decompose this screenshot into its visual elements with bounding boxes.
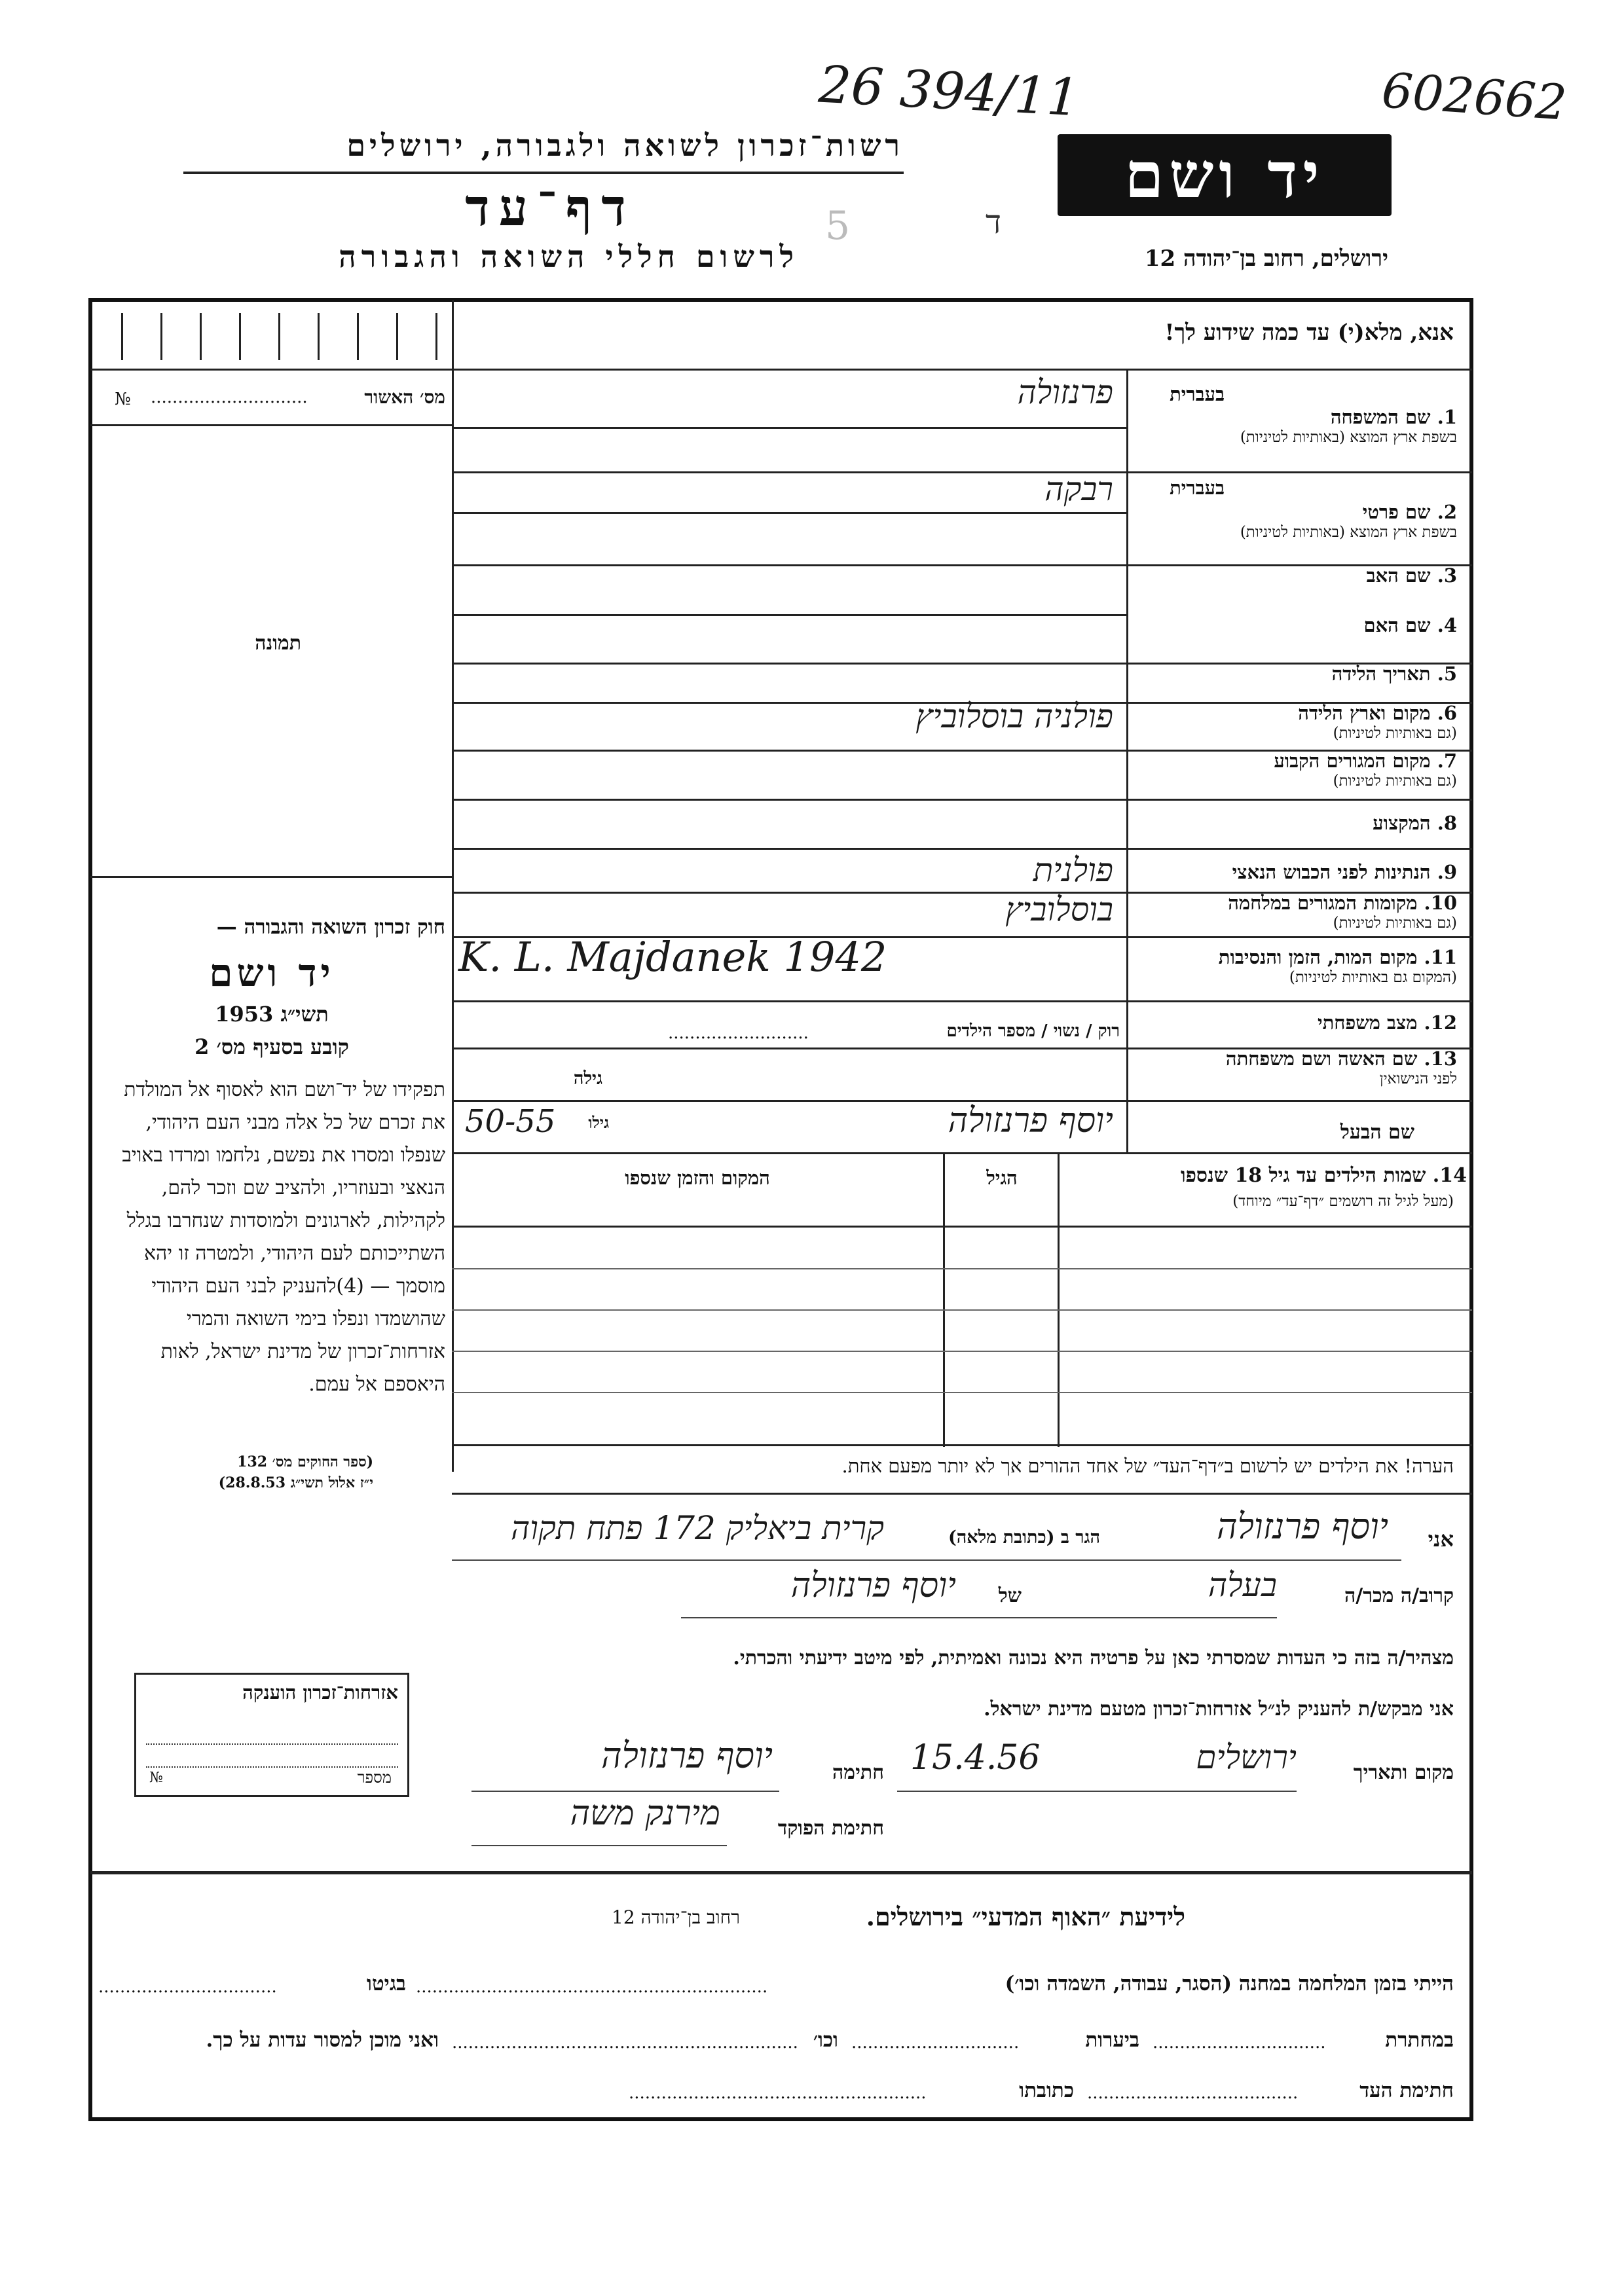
- children-age-header: הגיל: [986, 1167, 1018, 1189]
- citizenship-line: [146, 1717, 398, 1745]
- approval-dots: .............................: [151, 388, 308, 407]
- field-label-7: [1133, 750, 1457, 790]
- field-label-name: שם המשפחה: [1330, 406, 1431, 428]
- approval-number-label: מס׳ האשור: [364, 386, 445, 408]
- field-label-name: מקום וארץ הלידה: [1298, 702, 1431, 724]
- hebrew-label: בעברית: [1170, 477, 1225, 499]
- footer-title: לידיעת ״האוף המדעי״ בירושלים.: [866, 1902, 1185, 1931]
- husband-name-value: יוסף פרנזולה: [948, 1101, 1113, 1140]
- field-number: 9.: [1437, 861, 1457, 883]
- field-label-text: [1133, 750, 1457, 773]
- approval-number-boxes: [101, 313, 449, 360]
- children-title: שמות הילדים עד גיל 18 שנספו: [1180, 1164, 1426, 1187]
- field-label-name: שם האב: [1366, 564, 1431, 587]
- field-row-rule: [452, 1000, 1472, 1002]
- wife-age-label: גילה: [573, 1068, 602, 1089]
- hebrew-label: בעברית: [1170, 383, 1225, 405]
- approval-rule: [90, 424, 452, 426]
- field-number: 11.: [1424, 946, 1457, 968]
- field-label-name: מצב משפחתי: [1318, 1011, 1418, 1034]
- field-row-rule: [452, 512, 1126, 514]
- law-year: תשי״ג 1953: [215, 1002, 329, 1027]
- husband-label: שם הבעל: [1340, 1121, 1414, 1144]
- relation-value: בעלה: [1208, 1566, 1277, 1604]
- field-value-11: K. L. Majdanek 1942: [458, 933, 887, 981]
- citizenship-line-2: [146, 1747, 398, 1768]
- faint-stamp-digit: 5: [825, 203, 851, 249]
- label-column-divider: [1126, 369, 1128, 1154]
- footer-address-dots: .......................................................: [629, 2083, 927, 2103]
- child-row-3: [452, 1351, 1472, 1352]
- citizenship-box: [134, 1673, 409, 1797]
- field-sublabel: (גם באותיות לטיניות): [1333, 773, 1457, 790]
- footer-ready-statement: ואני מוכן למסור עדות על כך.: [206, 2028, 439, 2052]
- field-label-name: המקצוע: [1373, 812, 1431, 834]
- field-label-text: [1133, 1011, 1457, 1034]
- footer-forests-label: ביערות: [1085, 2028, 1139, 2052]
- citizenship-request: אני מבקש/ת להעניק לנ״ל אזרחות־זכרון מטעם מדינת ישראל.: [984, 1698, 1454, 1721]
- field-sublabel: (המקום גם באותיות לטיניות): [1289, 969, 1457, 986]
- field-label-text: [1133, 406, 1457, 429]
- field-label-name: שם פרטי: [1362, 501, 1431, 523]
- field-label-text: [1133, 702, 1457, 725]
- field-sublabel: בשפת ארץ המוצא (באותיות לטיניות): [1240, 524, 1457, 541]
- subject-name: יוסף פרנזולה: [790, 1566, 956, 1605]
- place-value: ירושלים: [1196, 1738, 1297, 1776]
- field-label-text: [1133, 812, 1457, 835]
- stamp-letter: ד: [986, 203, 1002, 241]
- photo-rule: [90, 876, 452, 878]
- yad-vashem-logo: יד ושם: [1058, 134, 1392, 216]
- husband-age-value: 50-55: [465, 1103, 556, 1140]
- field-label-text: [1133, 946, 1457, 969]
- field-label-text: [1133, 663, 1457, 685]
- footer-camp-dots: .................................................................: [416, 1977, 768, 1997]
- child-row-4: [452, 1392, 1472, 1393]
- field-number: 3.: [1437, 564, 1457, 587]
- citizenship-no-mark: №: [149, 1770, 163, 1786]
- children-sublabel: (מעל לגיל זה רושמים ״דף־עד״ מיוחד): [1232, 1193, 1454, 1210]
- field-label-4: [1133, 614, 1457, 637]
- law-source-2: י״ז אלול תשי״ג 28.8.53): [218, 1474, 373, 1491]
- footer-underground-dots: ................................: [1153, 2033, 1326, 2052]
- field-number: 12.: [1424, 1011, 1457, 1034]
- note-rule: [452, 1493, 1472, 1495]
- form-subtitle: לרשום חללי השואה והגבורה: [339, 239, 799, 274]
- field-label-text: [1133, 501, 1457, 524]
- law-source-1: (ספר החוקים מס׳ 132: [237, 1453, 373, 1470]
- field-sublabel: לפני הנישואין: [1379, 1070, 1457, 1087]
- children-bottom-rule: [452, 1444, 1472, 1446]
- footer-etc-label: וכו׳: [813, 2028, 838, 2052]
- field-row-rule: [452, 848, 1472, 850]
- field-label-11: [1133, 946, 1457, 986]
- field-number: 6.: [1437, 702, 1457, 724]
- field-label-2: [1133, 501, 1457, 541]
- relation-label: קרוב/ה מכר/ה: [1344, 1584, 1454, 1607]
- field-value-6: פולניה בוסלוביץ: [915, 697, 1113, 735]
- footer-ghetto-label: בגיטו: [367, 1972, 406, 1995]
- footer-ghetto-dots: .................................: [98, 1977, 277, 1997]
- photo-label: תמונה: [255, 632, 301, 655]
- handwritten-document-number: 602662: [1380, 62, 1569, 132]
- field-label-text: [1133, 861, 1457, 884]
- child-row-2: [452, 1309, 1472, 1311]
- field-label-12: [1133, 1011, 1457, 1034]
- address-label: הגר ב (כתובת מלאה): [948, 1527, 1100, 1548]
- footer-etc-dots: ................................................................: [452, 2033, 798, 2052]
- law-text: תפקידו של יד־ושם הוא לאסוף אל המולדת את זכרם של כל אלה מבני העם היהודי, שנפלו ומסרו את נפשם, נלחמו ומרדו באויב הנאצי ובעוזריו, ולהציב שם וזכר להם, לקהילות, לארגונים ולמוסדות שנחרבו בגלל השתייכותם לעם היהודי, ולמטרה זו יהא מוסמך — (4)להעניק לבני העם היהודי שהושמדו ונפלו בימי השואה והמרי אזרחות־זכרון של מדינת ישראל, לאות היאספם אל עמם.: [122, 1078, 445, 1396]
- field-row-rule: [452, 427, 1126, 429]
- field-row-rule: [452, 799, 1472, 801]
- footer-forests-dots: ...............................: [851, 2033, 1020, 2052]
- place-date-line: [897, 1791, 1297, 1792]
- field-number: 13.: [1424, 1048, 1457, 1070]
- law-title: חוק זכרון השואה והגבורה —: [216, 915, 445, 939]
- field-number: 8.: [1437, 812, 1457, 834]
- address-line: [452, 1559, 1401, 1561]
- authority-name: רשות־זכרון לשואה ולגבורה, ירושלים: [346, 128, 904, 163]
- field-number: 4.: [1437, 614, 1457, 636]
- field-number: 2.: [1437, 501, 1457, 523]
- citizenship-number-label: מספר: [357, 1768, 392, 1787]
- field-number: 5.: [1437, 663, 1457, 685]
- footer-witness-dots: .......................................: [1087, 2083, 1299, 2103]
- header-rule: [183, 172, 904, 174]
- officer-line: [471, 1845, 727, 1846]
- footer-witness-signature-label: חתימת העד: [1359, 2079, 1454, 2102]
- citizenship-title: אזרחות־זכרון הוענקה: [242, 1681, 398, 1704]
- footer-rule: [90, 1871, 1472, 1874]
- children-top-rule: [452, 1152, 1472, 1154]
- field-value-9: פולנית: [1033, 851, 1113, 889]
- children-col-name-divider: [1058, 1152, 1060, 1447]
- field-value-10: בוסלוביץ: [1005, 890, 1113, 928]
- date-value: 15.4.56: [910, 1738, 1041, 1777]
- of-label: של: [998, 1584, 1022, 1607]
- field-label-name: מקומות המגורים במלחמה: [1228, 892, 1418, 914]
- handwritten-reference: 26 394/11: [817, 55, 1081, 128]
- children-num: 14.: [1432, 1164, 1467, 1187]
- relation-line: [681, 1617, 1277, 1618]
- children-note: הערה! את הילדים יש לרשום ב״דף־העד״ של אחד ההורים אך לא יותר מפעם אחת.: [841, 1455, 1454, 1477]
- footer-underground-label: במחתרת: [1385, 2028, 1454, 2052]
- declarant-name: יוסף פרנזולה: [1217, 1506, 1388, 1547]
- children-place-header: המקום והזמן שנספו: [625, 1167, 770, 1189]
- fill-instruction: אנא, מלא(י) עד כמה שידוע לך!: [1164, 319, 1454, 346]
- field-label-8: [1133, 812, 1457, 835]
- declarant-address: קרית ביאליק 172 פתח תקוה: [510, 1509, 884, 1547]
- child-row-1: [452, 1268, 1472, 1269]
- approval-no-mark: №: [115, 390, 131, 409]
- children-label: [1061, 1164, 1467, 1187]
- field-number: 1.: [1437, 406, 1457, 428]
- form-title: דף־עד: [465, 178, 635, 238]
- declarant-label: אני: [1428, 1527, 1454, 1552]
- signature-label: חתימה: [832, 1761, 884, 1784]
- declarant-signature: יוסף פרנזולה: [601, 1735, 773, 1776]
- field-label-name: שם האשה ושם משפחתה: [1225, 1048, 1418, 1070]
- field-label-text: [1133, 564, 1457, 587]
- field-label-9: [1133, 861, 1457, 884]
- field-sublabel: (גם באותיות לטיניות): [1333, 725, 1457, 742]
- husband-age-label: גילו: [588, 1113, 609, 1132]
- field-value-2: רבקה: [1044, 470, 1113, 508]
- field-label-5: [1133, 663, 1457, 685]
- field-number: 7.: [1437, 750, 1457, 772]
- top-strip-rule: [90, 369, 1472, 371]
- field-label-3: [1133, 564, 1457, 587]
- field-label-name: תאריך הלידה: [1331, 663, 1431, 685]
- field-label-text: [1133, 614, 1457, 637]
- field-label-6: [1133, 702, 1457, 742]
- children-col-age-divider: [943, 1152, 945, 1447]
- marital-dots: ..........................: [668, 1023, 809, 1043]
- marital-options: רוק / נשוי / מספר הילדים: [946, 1021, 1120, 1041]
- field-label-name: הנתינות לפני הכבוש הנאצי: [1232, 861, 1431, 883]
- law-yad-vashem: יד ושם: [209, 951, 335, 995]
- field-label-text: [1133, 892, 1457, 915]
- field-label-10: [1133, 892, 1457, 932]
- field-label-13: [1133, 1048, 1457, 1087]
- law-clause: קובע בסעיף מס׳ 2: [194, 1034, 349, 1059]
- footer-his-address-label: כתובתו: [1019, 2079, 1074, 2102]
- header-address: ירושלים, רחוב בן־יהודה 12: [1144, 246, 1388, 272]
- left-column-divider: [452, 300, 454, 1472]
- children-header-rule: [452, 1226, 1472, 1228]
- field-label-name: מקום המגורים הקבוע: [1274, 750, 1431, 772]
- field-label-name: מקום המות, הזמן והנסיבות: [1218, 946, 1418, 968]
- signature-line: [471, 1791, 779, 1792]
- footer-address: רחוב בן־יהודה 12: [612, 1906, 740, 1928]
- field-sublabel: בשפת ארץ המוצא (באותיות לטיניות): [1240, 429, 1457, 446]
- field-sublabel: (גם באותיות לטיניות): [1333, 915, 1457, 932]
- footer-camp-line: הייתי בזמן המלחמה במחנה (הסגר, עבודה, השמדה וכו׳): [1005, 1972, 1454, 1995]
- place-date-label: מקום ותאריך: [1353, 1761, 1454, 1784]
- field-number: 10.: [1424, 892, 1457, 914]
- declaration-statement: מצהיר/ה בזה כי העדות שמסרתי כאן על פרטיה היא נכונה ואמיתית, לפי מיטב ידיעתי והכרתי.: [733, 1647, 1454, 1669]
- field-value-1: פרנזולה: [1017, 373, 1113, 411]
- officer-signature-label: חתימת הפוקד: [777, 1817, 884, 1840]
- field-row-rule: [452, 614, 1126, 616]
- field-label-1: [1133, 406, 1457, 446]
- field-label-name: שם האם: [1363, 614, 1431, 636]
- officer-signature: מירנק משה: [570, 1794, 720, 1833]
- field-label-text: [1133, 1048, 1457, 1070]
